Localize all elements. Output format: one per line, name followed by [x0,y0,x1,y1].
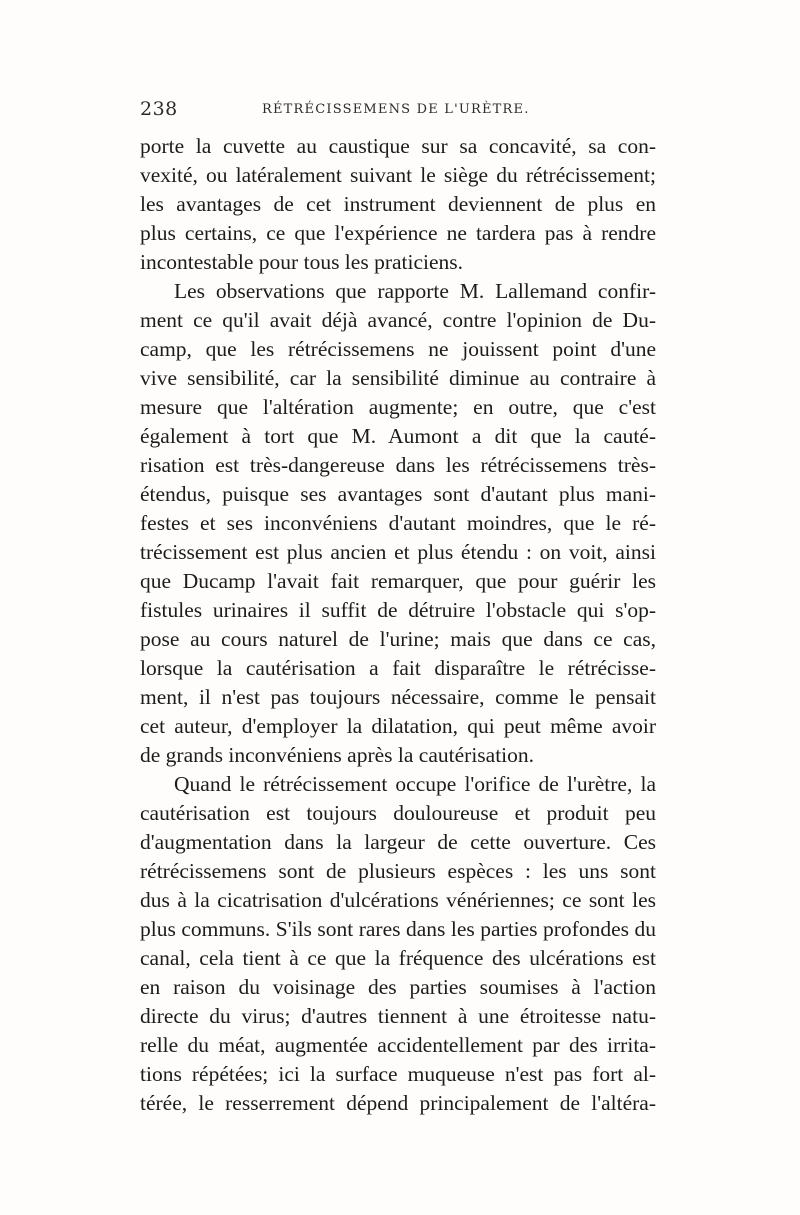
text-line: de grands inconvéniens après la cautérisation. [140,743,535,767]
text-line: lorsque la cautérisation a fait disparaître le rétrécisse- [140,656,656,680]
text-line: ment ce qu'il avait déjà avancé, contre l'opinion de Du- [140,308,656,332]
text-line: étendus, puisque ses avantages sont d'autant plus mani- [140,482,656,506]
body-text [140,132,656,1118]
text-line: Les observations que rapporte M. Lallemand confir- [174,279,656,303]
text-line: relle du méat, augmentée accidentellement par des irrita- [140,1033,656,1057]
text-line: pose au cours naturel de l'urine; mais que dans ce cas, [140,627,656,651]
text-line: d'augmentation dans la largeur de cette ouverture. Ces [140,830,656,854]
text-line: en raison du voisinage des parties soumises à l'action [140,975,656,999]
page-number: 238 [140,98,178,120]
text-line: incontestable pour tous les praticiens. [140,250,464,274]
text-line: également à tort que M. Aumont a dit que la cauté- [140,424,656,448]
text-line: vive sensibilité, car la sensibilité diminue au contraire à [140,366,656,390]
text-line: que Ducamp l'avait fait remarquer, que pour guérir les [140,569,656,593]
running-title: RÉTRÉCISSEMENS DE L'URÈTRE. [262,102,530,117]
text-line: ment, il n'est pas toujours nécessaire, comme le pensait [140,685,656,709]
text-line: cet auteur, d'employer la dilatation, qui peut même avoir [140,714,656,738]
text-line: Quand le rétrécissement occupe l'orifice de l'urètre, la [174,772,656,796]
text-line: plus communs. S'ils sont rares dans les parties profondes du [140,917,656,941]
text-line: tions répétées; ici la surface muqueuse n'est pas fort al- [140,1062,656,1086]
text-line: trécissement est plus ancien et plus étendu : on voit, ainsi [140,540,656,564]
text-line: risation est très-dangereuse dans les rétrécissemens très- [140,453,656,477]
text-line: directe du virus; d'autres tiennent à une étroitesse natu- [140,1004,656,1028]
text-line: porte la cuvette au caustique sur sa concavité, sa con- [140,134,656,158]
page-header [140,98,660,124]
text-line: festes et ses inconvéniens d'autant moindres, que le ré- [140,511,656,535]
text-line: fistules urinaires il suffit de détruire l'obstacle qui s'op- [140,598,656,622]
text-line: rétrécissemens sont de plusieurs espèces : les uns sont [140,859,656,883]
text-line: vexité, ou latéralement suivant le siège du rétrécissement; [140,163,656,187]
text-line: camp, que les rétrécissemens ne jouissent point d'une [140,337,656,361]
text-line: canal, cela tient à ce que la fréquence des ulcérations est [140,946,656,970]
text-line: les avantages de cet instrument deviennent de plus en [140,192,656,216]
text-line: cautérisation est toujours douloureuse et produit peu [140,801,656,825]
text-line: mesure que l'altération augmente; en outre, que c'est [140,395,656,419]
text-line: dus à la cicatrisation d'ulcérations vénériennes; ce sont les [140,888,656,912]
text-line: plus certains, ce que l'expérience ne tardera pas à rendre [140,221,656,245]
text-line: térée, le resserrement dépend principalement de l'altéra- [140,1091,656,1115]
